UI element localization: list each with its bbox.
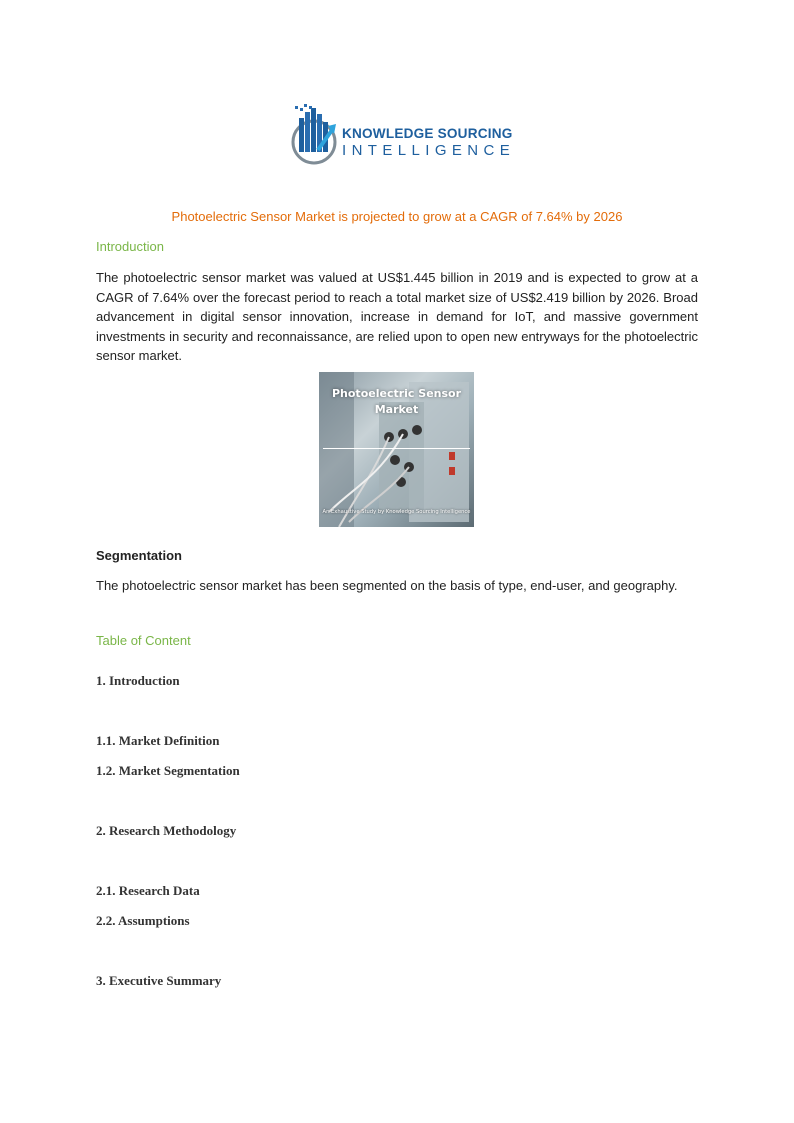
segmentation-heading: Segmentation — [96, 548, 182, 563]
toc-item: 2. Research Methodology — [96, 823, 237, 838]
toc-heading: Table of Content — [96, 633, 191, 648]
image-title: Photoelectric Sensor Market — [331, 387, 462, 416]
image-caption: An Exhaustive Study by Knowledge Sourcing Intelligence — [322, 509, 471, 515]
toc-item: 2.1. Research Data — [96, 883, 200, 898]
document-title: Photoelectric Sensor Market is projected to grow at a CAGR of 7.64% by 2026 — [171, 209, 623, 224]
toc-item: 1. Introduction — [96, 673, 180, 688]
toc-item: 1.1. Market Definition — [96, 733, 220, 748]
image-divider — [323, 448, 470, 449]
toc-item: 2.2. Assumptions — [96, 913, 190, 928]
building-arrow-logo-icon — [290, 104, 342, 166]
introduction-heading: Introduction — [96, 239, 164, 254]
company-logo — [290, 104, 516, 166]
toc-item: 3. Executive Summary — [96, 973, 222, 988]
logo-text-secondary: INTELLIGENCE — [342, 142, 516, 159]
toc-item: 1.2. Market Segmentation — [96, 763, 240, 778]
market-report-image — [319, 372, 474, 527]
logo-text-primary: KNOWLEDGE SOURCING — [342, 126, 513, 141]
segmentation-body: The photoelectric sensor market has been segmented on the basis of type, end-user, and geography. — [96, 578, 678, 593]
introduction-body: The photoelectric sensor market was valued at US$1.445 billion in 2019 and is expected to grow at a CAGR of 7.64% over the forecast period to reach a total market size of US$2.419 billion by 2026. Broad advancement in digital sensor innovation, increase in demand for IoT, and massive government investments in security and reconnaissance, are relied upon to open new entryways for the photoelectric sensor market. — [96, 270, 698, 363]
